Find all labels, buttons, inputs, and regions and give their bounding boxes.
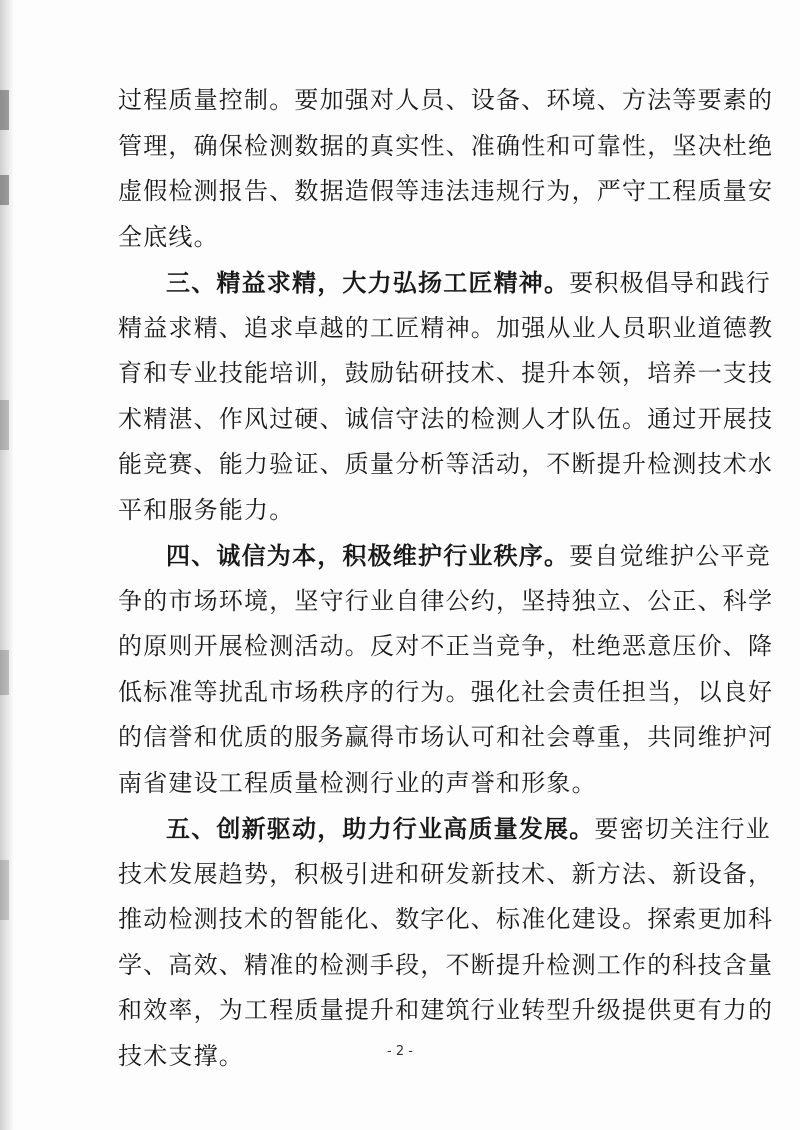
text-span: 要积极倡导和践行 [569,269,771,297]
text-line: 过程质量控制。要加强对人员、设备、环境、方法等要素的 [118,86,774,114]
text-line: 精益求精、追求卓越的工匠精神。加强从业人员职业道德教 [118,313,774,342]
section-heading: 四、诚信为本，积极维护行业秩序。 [166,541,570,570]
text-line: 育和专业技能培训，鼓励钻研技术、提升本领，培养一支技 [118,359,774,387]
text-line: 管理，确保检测数据的真实性、准确性和可靠性，坚决杜绝 [118,131,774,160]
text-line: 和效率，为工程质量提升和建筑行业转型升级提供更有力的 [118,996,774,1024]
scan-mark [0,175,9,205]
text-line: 技术发展趋势，积极引进和研发新技术、新方法、新设备， [118,859,774,888]
section-heading: 三、精益求精，大力弘扬工匠精神。 [166,268,570,297]
text-line: 的原则开展检测活动。反对不正当竞争，杜绝恶意压价、降 [118,632,774,660]
text-line: 技术支撑。 [118,1041,244,1070]
text-line: 平和服务能力。 [118,495,295,524]
document-body [118,78,774,1079]
text-line: 推动检测技术的智能化、数字化、标准化建设。探索更加科 [118,905,774,933]
scan-mark [0,650,9,695]
text-line [118,260,771,306]
text-line: 低标准等扰乱市场秩序的行为。强化社会责任担当，以良好 [118,677,774,706]
paragraph-integrity [118,533,774,806]
text-line [118,533,771,579]
text-line: 能竞赛、能力验证、质量分析等活动，不断提升检测技术水 [118,450,774,478]
text-line: 虚假检测报告、数据造假等违法违规行为，严守工程质量安 [118,177,774,205]
page-number: - 2 - [387,1044,413,1059]
text-line: 术精湛、作风过硬、诚信守法的检测人才队伍。通过开展技 [118,404,774,433]
text-line: 学、高效、精准的检测手段，不断提升检测工作的科技含量 [118,950,774,979]
text-span: 要自觉维护公平竞 [569,542,771,570]
text-line: 争的市场环境，坚守行业自律公约，坚持独立、公正、科学 [118,586,774,615]
paragraph-quality-control [118,78,774,260]
text-line: 南省建设工程质量检测行业的声誉和形象。 [118,768,597,797]
scan-mark [0,860,9,920]
text-line: 全底线。 [118,222,219,251]
text-line: 的信誉和优质的服务赢得市场认可和社会尊重，共同维护河 [118,723,774,751]
text-span: 要密切关注行业 [594,815,771,843]
scan-mark [0,400,9,450]
section-heading: 五、创新驱动，助力行业高质量发展。 [166,814,595,843]
scan-mark [0,90,9,130]
paragraph-innovation [118,806,774,1079]
paragraph-craftsmanship [118,260,774,533]
text-line [118,806,771,852]
scan-shadow-edge [0,0,14,1130]
